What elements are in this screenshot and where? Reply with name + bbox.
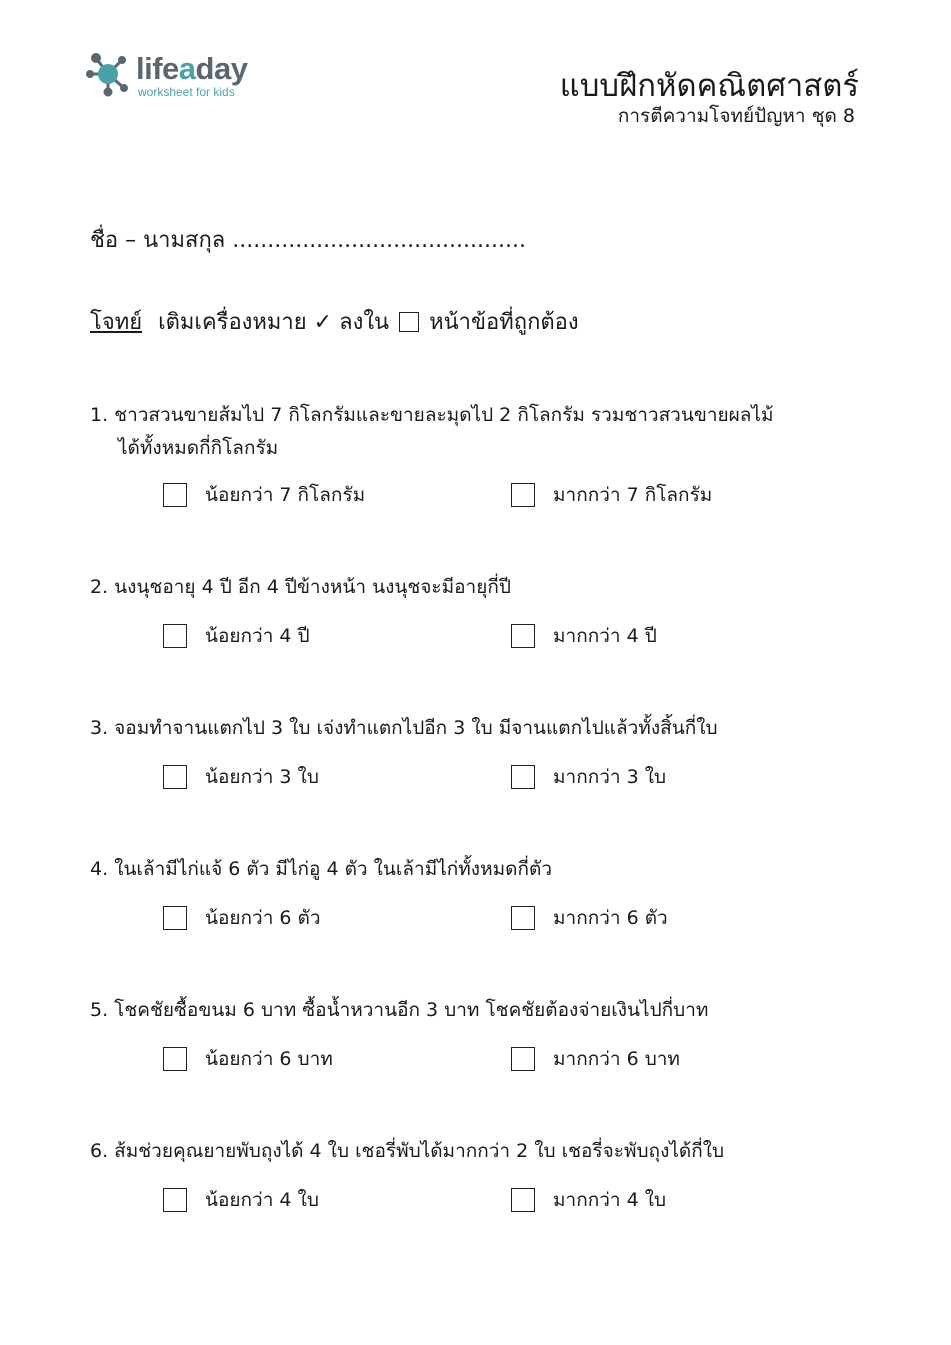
molecule-icon [86, 50, 136, 100]
q3-option-less[interactable] [163, 762, 319, 792]
option-label: น้อยกว่า 7 กิโลกรัม [205, 484, 366, 506]
option-label: น้อยกว่า 6 บาท [205, 1048, 333, 1070]
instruction-text-after: หน้าข้อที่ถูกต้อง [429, 310, 579, 335]
option-label: มากกว่า 6 ตัว [553, 907, 668, 929]
q6-option-less[interactable] [163, 1185, 319, 1215]
example-checkbox-icon [399, 312, 419, 332]
option-label: มากกว่า 6 บาท [553, 1048, 680, 1070]
q4-option-less[interactable] [163, 903, 321, 933]
q3-option-more[interactable] [511, 762, 666, 792]
option-label: มากกว่า 3 ใบ [553, 766, 667, 788]
checkbox[interactable] [163, 906, 187, 930]
option-label: น้อยกว่า 6 ตัว [205, 907, 321, 929]
checkbox[interactable] [163, 1047, 187, 1071]
name-label: ชื่อ – นามสกุล [90, 228, 226, 253]
question-text: 6. ส้มช่วยคุณยายพับถุงได้ 4 ใบ เชอรี่พับได้มากกว่า 2 ใบ เชอรี่จะพับถุงได้กี่ใบ [90, 1140, 725, 1162]
checkbox[interactable] [163, 1188, 187, 1212]
instruction [90, 304, 579, 339]
option-label: น้อยกว่า 3 ใบ [205, 766, 319, 788]
question-text: 1. ชาวสวนขายส้มไป 7 กิโลกรัมและขายละมุดไป 2 กิโลกรัม รวมชาวสวนขายผลไม้ [90, 404, 774, 426]
question-3 [90, 712, 870, 745]
checkbox[interactable] [163, 624, 187, 648]
q2-option-more[interactable] [511, 621, 657, 651]
instruction-label: โจทย์ [90, 310, 143, 335]
name-field [90, 222, 526, 257]
checkbox[interactable] [511, 624, 535, 648]
logo-wordmark: lifeaday [136, 51, 248, 86]
question-5 [90, 994, 870, 1027]
question-text: 4. ในเล้ามีไก่แจ้ 6 ตัว มีไก่อู 4 ตัว ในเล้ามีไก่ทั้งหมดกี่ตัว [90, 858, 552, 880]
checkbox[interactable] [163, 765, 187, 789]
option-label: น้อยกว่า 4 ใบ [205, 1189, 319, 1211]
q5-option-more[interactable] [511, 1044, 680, 1074]
option-label: มากกว่า 4 ใบ [553, 1189, 667, 1211]
name-blank[interactable]: .......................................... [232, 228, 526, 253]
question-text: 2. นงนุชอายุ 4 ปี อีก 4 ปีข้างหน้า นงนุชจะมีอายุกี่ปี [90, 576, 511, 598]
question-text: 3. จอมทำจานแตกไป 3 ใบ เจ่งทำแตกไปอีก 3 ใบ มีจานแตกไปแล้วทั้งสิ้นกี่ใบ [90, 717, 718, 739]
checkbox[interactable] [511, 483, 535, 507]
q2-option-less[interactable] [163, 621, 310, 651]
checkbox[interactable] [511, 1188, 535, 1212]
question-1 [90, 399, 870, 465]
q5-option-less[interactable] [163, 1044, 333, 1074]
checkbox[interactable] [511, 765, 535, 789]
logo-tagline: worksheet for kids [138, 85, 235, 99]
question-2 [90, 571, 870, 604]
logo [86, 50, 276, 100]
option-label: มากกว่า 7 กิโลกรัม [553, 484, 713, 506]
q1-option-less[interactable] [163, 480, 365, 510]
question-6 [90, 1135, 870, 1168]
q4-option-more[interactable] [511, 903, 668, 933]
option-label: มากกว่า 4 ปี [553, 625, 657, 647]
worksheet-subtitle: การตีความโจทย์ปัญหา ชุด 8 [617, 105, 855, 127]
q6-option-more[interactable] [511, 1185, 666, 1215]
checkbox[interactable] [511, 906, 535, 930]
option-label: น้อยกว่า 4 ปี [205, 625, 310, 647]
checkbox[interactable] [163, 483, 187, 507]
question-4 [90, 853, 870, 886]
question-text: 5. โชคชัยซื้อขนม 6 บาท ซื้อน้ำหวานอีก 3 บาท โชคชัยต้องจ่ายเงินไปกี่บาท [90, 999, 709, 1021]
question-text-continued: ได้ทั้งหมดกี่กิโลกรัม [118, 437, 279, 459]
q1-option-more[interactable] [511, 480, 712, 510]
checkbox[interactable] [511, 1047, 535, 1071]
instruction-text-before: เติมเครื่องหมาย ✓ ลงใน [158, 310, 390, 335]
worksheet-title: แบบฝึกหัดคณิตศาสตร์ [559, 68, 859, 104]
